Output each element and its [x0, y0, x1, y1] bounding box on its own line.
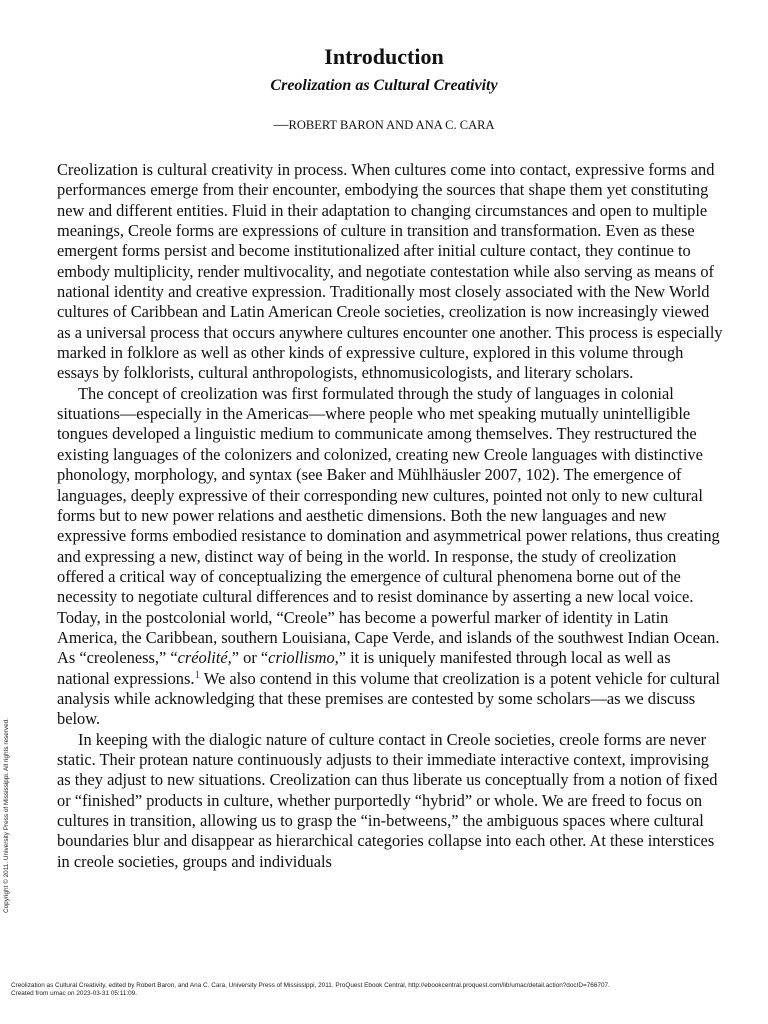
chapter-subtitle: Creolization as Cultural Creativity [270, 77, 498, 94]
paragraph-1: Creolization is cultural creativity in process. When cultures come into contact, expressive forms and performances emerge from their encounter, embodying the sources that shape them yet constituting new and different entities. Fluid in their adaptation to changing circumstances and open to multiple meanings, Creole forms are expressions of culture in transition and transformation. Even as these emergent forms persist and become institutionalized after initial culture contact, they continue to embody multiplicity, render multivocality, and negotiate contestation while also serving as means of national identity and creative expression. Traditionally most closely associated with the New World cultures of Caribbean and Latin American Creole societies, creolization is now increasingly viewed as a universal process that occurs anywhere cultures encounter one another. This process is especially marked in folklore as well as other kinds of expressive culture, explored in this volume through essays by folklorists, cultural anthropologists, ethnomusicologists, and literary scholars. [57, 160, 723, 383]
paragraph-2-text-d: We also contend in this volume that creolization is a potent vehicle for cultural analysis while acknowledging that these premises are contested by some scholars—as we discuss below. [57, 668, 720, 729]
term-creolite: créolité, [177, 648, 232, 668]
paragraph-2 [57, 384, 725, 730]
author-names: ROBERT BARON AND ANA C. CARA [288, 118, 495, 132]
body-text [57, 160, 725, 872]
citation-footer [11, 982, 761, 998]
paragraph-2-text-a: The concept of creolization was first formulated through the study of languages in colonial situations—especially in the Americas—where people who met speaking mutually unintelligible tongues developed a linguistic medium to communicate among themselves. They restructured the existing languages of the colonizers and colonized, creating new Creole languages with distinctive phonology, morphology, and syntax (see Baker and Mühlhäusler 2007, 102). The emergence of languages, deeply expressive of their corresponding new cultures, pointed not only to new cultural forms but to new power relations and aesthetic dimensions. Both the new languages and new expressive forms embodied resistance to domination and asymmetrical power relations, thus creating and expressing a new, distinct way of being in the world. In response, the study of creolization offered a critical way of conceptualizing the emergence of cultural phenomena borne out of the necessity to negotiate cultural differences and to resist dominance by asserting a new local voice. Today, in the postcolonial world, “Creole” has become a powerful marker of identity in Latin America, the Caribbean, southern Louisiana, Cape Verde, and islands of the southwest Indian Ocean. As “creoleness,” “ [57, 383, 720, 668]
created-line: Created from umac on 2023-03-31 05:11:09. [11, 990, 137, 997]
side-copyright-notice: Copyright © 2011. University Press of Mississippi. All rights reserved. [3, 718, 10, 913]
paragraph-2-text-b: ” or “ [231, 648, 269, 668]
author-dash: — [273, 117, 289, 133]
footnote-ref-1[interactable]: 1 [194, 668, 200, 681]
chapter-authors [0, 116, 768, 134]
paragraph-2-text-c: ” it is uniquely manifested through local as well as national expressions. [57, 648, 671, 688]
term-criollismo: criollismo, [268, 648, 339, 668]
paragraph-3: In keeping with the dialogic nature of culture contact in Creole societies, creole forms are never static. Their protean nature continuously adjusts to their immediate interactive context, improvising as they adjust to new situations. Creolization can thus liberate us conceptually from a notion of fixed or “finished” products in culture, whether purportedly “hybrid” or whole. We are freed to focus on cultures in transition, allowing us to grasp the “in-betweens,” the ambiguous spaces where cultural boundaries blur and disappear as hierarchical categories collapse into each other. At these interstices in creole societies, groups and individuals [57, 729, 718, 871]
citation-line: Creolization as Cultural Creativity, edited by Robert Baron, and Ana C. Cara, University Press of Mississippi, 2011. ProQuest Ebook Central, http://ebookcentral.proquest.com/lib/umac/detail.action?docID=766707. [11, 982, 610, 989]
chapter-title: Introduction [324, 44, 444, 69]
